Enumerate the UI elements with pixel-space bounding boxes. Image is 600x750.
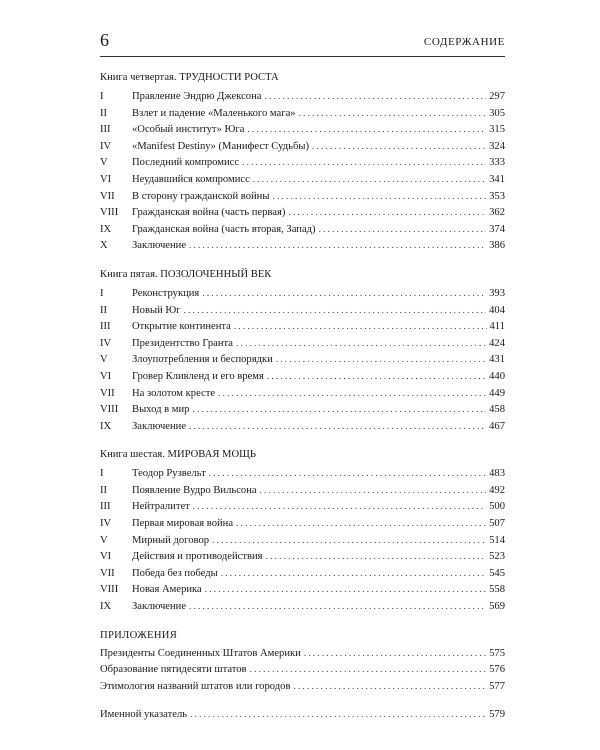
dot-leader (312, 138, 486, 156)
entry-page: 431 (489, 354, 505, 366)
dot-leader (189, 598, 486, 616)
book-section (100, 265, 505, 434)
chapter-number: IX (100, 601, 112, 613)
entry-page: 362 (489, 207, 505, 219)
chapter-number: III (100, 321, 111, 333)
toc-entry[interactable] (100, 565, 505, 582)
chapter-number: V (100, 157, 108, 169)
dot-leader (304, 645, 486, 663)
toc-entry[interactable] (100, 385, 505, 402)
entry-page: 514 (489, 534, 505, 546)
running-title: СОДЕРЖАНИЕ (423, 36, 505, 48)
header-rule (100, 56, 505, 57)
entry-page: 500 (489, 501, 505, 513)
toc-entry[interactable] (100, 401, 505, 418)
toc-entry-appendix[interactable] (100, 678, 505, 695)
entry-page: 386 (489, 240, 505, 252)
entry-title: В сторону гражданской войны (132, 190, 270, 202)
chapter-number: IX (100, 420, 112, 432)
chapter-number: IV (100, 140, 112, 152)
dot-leader (236, 515, 486, 533)
toc-entry[interactable] (100, 88, 505, 105)
entry-page: 458 (489, 404, 505, 416)
toc-entry[interactable] (100, 581, 505, 598)
entry-page: 333 (489, 157, 505, 169)
entry-title: Этимология названий штатов или городов (100, 680, 291, 692)
chapter-number: IV (100, 518, 112, 530)
toc-entry[interactable] (100, 351, 505, 368)
toc-entry[interactable] (100, 154, 505, 171)
entry-title: Взлет и падение «Маленького мага» (132, 107, 296, 119)
dot-leader (319, 221, 487, 239)
dot-leader (253, 171, 486, 189)
entry-title: Мирный договор (132, 534, 210, 546)
toc-entry[interactable] (100, 138, 505, 155)
chapter-number: I (100, 91, 104, 102)
entry-page: 575 (489, 647, 505, 659)
dot-leader (202, 285, 486, 303)
chapter-number: VI (100, 173, 112, 185)
page-number: 6 (100, 30, 109, 50)
entry-title: Образование пятидесяти штатов (100, 664, 247, 676)
dot-leader (242, 154, 486, 172)
chapter-number: VIII (100, 584, 119, 596)
dot-leader (189, 237, 486, 255)
entry-title: Открытие континента (132, 321, 231, 333)
chapter-number: II (100, 107, 108, 119)
entry-title: Нейтралитет (132, 501, 190, 513)
chapter-number: VI (100, 370, 112, 382)
chapter-number: IV (100, 337, 112, 349)
entry-page: 305 (489, 107, 505, 119)
toc-entry-appendix[interactable] (100, 645, 505, 662)
entry-page: 492 (489, 484, 505, 496)
toc-entry[interactable] (100, 532, 505, 549)
dot-leader (267, 368, 486, 386)
entry-title: Действия и противодействия (132, 551, 263, 563)
book-section (100, 445, 505, 614)
entry-page: 449 (489, 387, 505, 399)
entry-title: Реконструкция (132, 287, 200, 299)
toc-entry[interactable] (100, 548, 505, 565)
entry-title: Злоупотребления и беспорядки (132, 354, 273, 366)
entry-title: Заключение (132, 420, 187, 432)
entry-page: 467 (489, 420, 505, 432)
dot-leader (205, 581, 486, 599)
entry-title: Гровер Кливленд и его время (132, 370, 264, 382)
entry-page: 424 (489, 337, 505, 349)
entry-title: Именной указатель (100, 709, 188, 721)
chapter-number: III (100, 124, 111, 136)
chapter-number: V (100, 534, 108, 546)
entry-page: 507 (489, 518, 505, 530)
dot-leader (260, 482, 487, 500)
entry-page: 440 (489, 370, 505, 382)
index-section (100, 706, 505, 723)
toc-entry[interactable] (100, 465, 505, 482)
dot-leader (221, 565, 486, 583)
dot-leader (190, 706, 486, 724)
chapter-number: III (100, 501, 111, 513)
dot-leader (192, 401, 486, 419)
dot-leader (264, 88, 486, 106)
entry-page: 374 (489, 223, 505, 235)
entry-page: 341 (489, 173, 505, 185)
toc-entry[interactable] (100, 121, 505, 138)
toc-entry[interactable] (100, 237, 505, 254)
entry-title: Заключение (132, 240, 187, 252)
toc-entry[interactable] (100, 171, 505, 188)
chapter-number: I (100, 287, 104, 299)
chapter-number: VI (100, 551, 112, 563)
chapter-number: VIII (100, 404, 119, 416)
dot-leader (193, 498, 486, 516)
entry-title: Гражданская война (часть вторая, Запад) (132, 223, 316, 235)
entry-page: 297 (489, 91, 505, 102)
entry-page: 579 (489, 709, 505, 721)
entry-page: 393 (489, 287, 505, 299)
dot-leader (184, 302, 486, 320)
dot-leader (299, 105, 487, 123)
entry-title: Появление Вудро Вильсона (132, 484, 257, 496)
entry-page: 576 (489, 664, 505, 676)
toc-entry-index[interactable] (100, 706, 505, 723)
dot-leader (247, 121, 486, 139)
chapter-number: VII (100, 387, 115, 399)
chapter-number: IX (100, 223, 112, 235)
entry-title: Теодор Рузвельт (132, 468, 206, 480)
entry-page: 324 (489, 140, 505, 152)
entry-page: 483 (489, 468, 505, 480)
entry-title: Последний компромисс (132, 157, 240, 169)
entry-title: Первая мировая война (132, 518, 234, 530)
toc-entry[interactable] (100, 368, 505, 385)
dot-leader (266, 548, 487, 566)
dot-leader (293, 678, 486, 696)
toc-entry[interactable] (100, 418, 505, 435)
entry-title: Победа без победы (132, 567, 218, 579)
toc-entry[interactable] (100, 498, 505, 515)
entry-title: Выход в мир (132, 404, 190, 416)
toc-entry[interactable] (100, 302, 505, 319)
chapter-number: II (100, 484, 108, 496)
entry-page: 558 (489, 584, 505, 596)
dot-leader (272, 188, 486, 206)
toc-entry[interactable] (100, 335, 505, 352)
toc-entry-appendix[interactable] (100, 661, 505, 678)
entry-page: 545 (489, 567, 505, 579)
entry-title: Новый Юг (132, 304, 181, 316)
dot-leader (218, 385, 486, 403)
entry-page: 569 (489, 601, 505, 613)
entry-page: 353 (489, 190, 505, 202)
entry-title: Новая Америка (132, 584, 202, 596)
chapter-number: II (100, 304, 108, 316)
entry-title: На золотом кресте (132, 387, 216, 399)
appendices-title: ПРИЛОЖЕНИЯ (100, 629, 178, 641)
chapter-number: I (100, 468, 104, 480)
appendices-section (100, 626, 505, 695)
entry-page: 523 (489, 551, 505, 563)
entry-page: 411 (489, 321, 505, 333)
chapter-number: X (100, 240, 108, 252)
dot-leader (250, 661, 487, 679)
toc-entry[interactable] (100, 285, 505, 302)
entry-title: Правление Эндрю Джексона (132, 91, 262, 102)
entry-title: Неудавшийся компромисс (132, 173, 250, 185)
chapter-number: VII (100, 190, 115, 202)
dot-leader (234, 318, 487, 336)
entry-page: 315 (489, 124, 505, 136)
book-title: Книга пятая. ПОЗОЛОЧЕННЫЙ ВЕК (100, 268, 272, 280)
book-title: Книга шестая. МИРОВАЯ МОЩЬ (100, 449, 256, 461)
entry-title: Заключение (132, 601, 187, 613)
chapter-number: VII (100, 567, 115, 579)
dot-leader (209, 465, 486, 483)
entry-page: 577 (489, 680, 505, 692)
toc-entry[interactable] (100, 515, 505, 532)
entry-page: 404 (489, 304, 505, 316)
dot-leader (276, 351, 486, 369)
dot-leader (288, 204, 486, 222)
dot-leader (236, 335, 486, 353)
chapter-number: V (100, 354, 108, 366)
toc-entry[interactable] (100, 598, 505, 615)
entry-title: Гражданская война (часть первая) (132, 207, 286, 219)
entry-title: Президентство Гранта (132, 337, 233, 349)
dot-leader (189, 418, 486, 436)
entry-title: «Manifest Destiny» (Манифест Судьбы) (132, 140, 309, 152)
entry-title: «Особый институт» Юга (132, 124, 245, 136)
toc-entry[interactable] (100, 221, 505, 238)
table-of-contents (100, 68, 505, 723)
chapter-number: VIII (100, 207, 119, 219)
book-section (100, 68, 505, 254)
book-title: Книга четвертая. ТРУДНОСТИ РОСТА (100, 72, 279, 83)
dot-leader (212, 532, 486, 550)
toc-entry[interactable] (100, 318, 505, 335)
toc-entry[interactable] (100, 188, 505, 205)
toc-entry[interactable] (100, 482, 505, 499)
toc-entry[interactable] (100, 204, 505, 221)
toc-entry[interactable] (100, 105, 505, 122)
entry-title: Президенты Соединенных Штатов Америки (100, 647, 301, 659)
